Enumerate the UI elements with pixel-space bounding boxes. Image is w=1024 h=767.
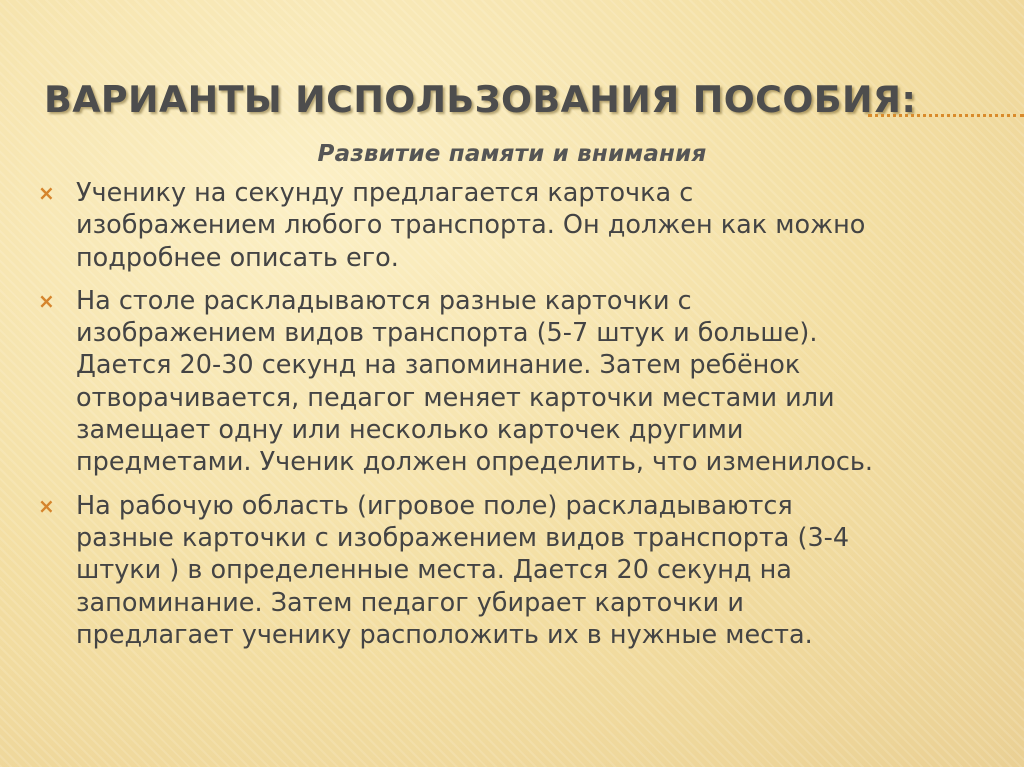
list-item [38,177,1010,274]
title-dotted-rule [868,114,1024,117]
bullet-marker-icon: × [38,181,55,205]
list-item [38,490,1010,651]
bullet-list [38,177,1010,662]
bullet-marker-icon: × [38,493,55,518]
bullet-text: Ученику на секунду предлагается карточка с изображением любого транспорта. Он должен как можно подробнее описать его. [76,178,866,273]
slide-subtitle: Развитие памяти и внимания [317,141,707,167]
list-item [38,285,1010,479]
slide-title: ВАРИАНТЫ ИСПОЛЬЗОВАНИЯ ПОСОБИЯ: [44,78,917,121]
bullet-text: На рабочую область (игровое поле) раскладываются разные карточки с изображением видов транспорта (3-4 штуки ) в определенные места. Дается 20 секунд на запоминание. Затем педагог убирает карточки и предлагает ученику расположить их в нужные места. [76,490,850,650]
bullet-text: На столе раскладываются разные карточки с изображением видов транспорта (5-7 штук и больше). Дается 20-30 секунд на запоминание. Затем ребёнок отворачивается, педагог меняет карточки местами или замещает одну или несколько карточек другими предметами. Ученик должен определить, что изменилось. [76,285,874,478]
bullet-marker-icon: × [38,288,55,313]
